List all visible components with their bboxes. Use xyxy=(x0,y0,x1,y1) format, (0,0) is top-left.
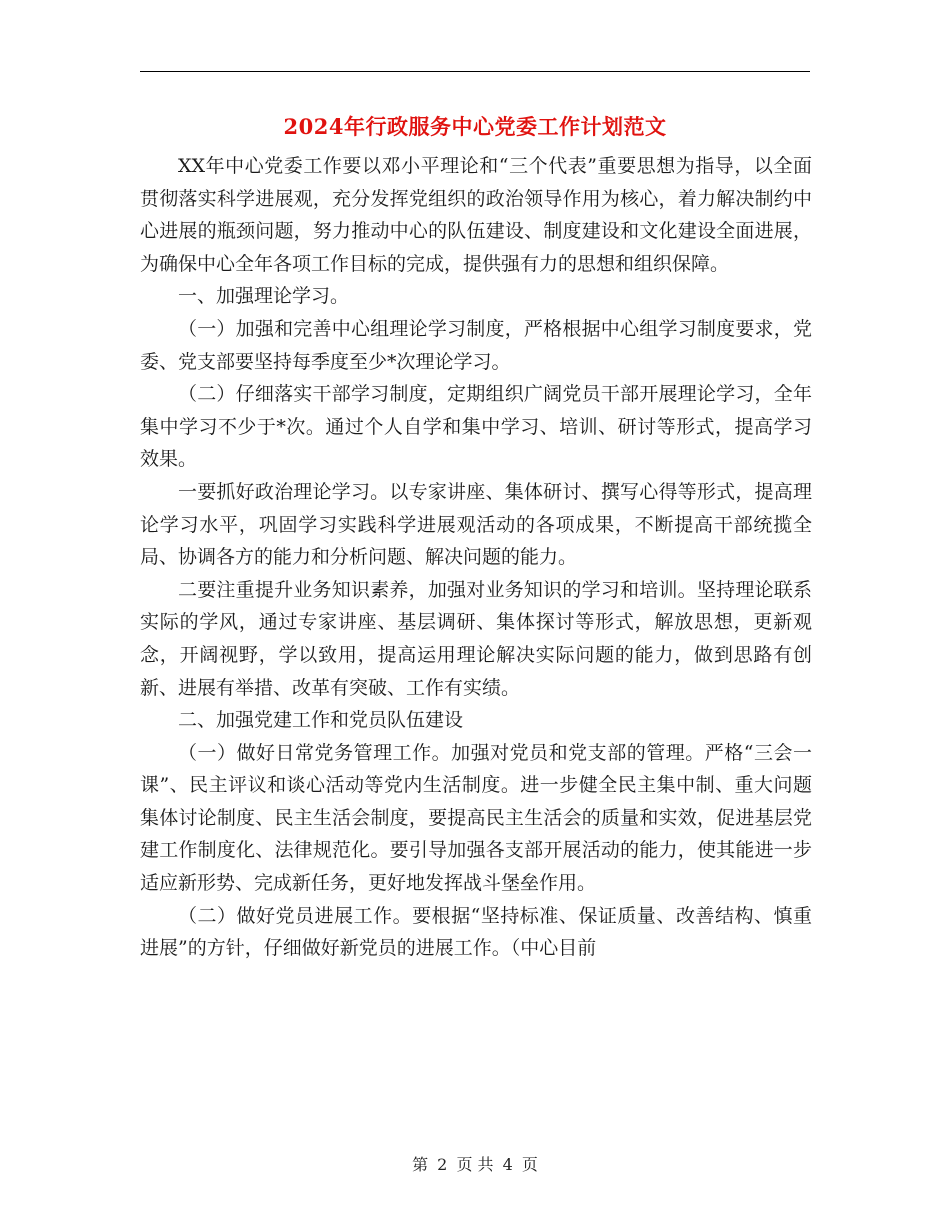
footer-page-number: 2 xyxy=(437,1155,448,1174)
section-heading-2: 二、加强党建工作和党员队伍建设 xyxy=(178,709,464,732)
footer-prefix: 第 xyxy=(412,1155,429,1174)
paragraph-2-2: （二）做好党员进展工作。要根据“坚持标准、保证质量、改善结构、慎重进展”的方针，仔细做好新党员的进展工作。（中心目前 xyxy=(140,904,812,960)
paragraph-1-4: 二要注重提升业务知识素养，加强对业务知识的学习和培训。坚持理论联系实际的学风，通过专家讲座、基层调研、集体探讨等形式，解放思想，更新观念，开阔视野，学以致用，提高运用理论解决实际问题的能力，做到思路有创新、进展有举措、改革有突破、工作有实绩。 xyxy=(140,578,812,699)
paragraph-intro: XX年中心党委工作要以邓小平理论和“三个代表”重要思想为指导，以全面贯彻落实科学进展观，充分发挥党组织的政治领导作用为核心，着力解决制约中心进展的瓶颈问题，努力推动中心的队伍建设、制度建设和文化建设全面进展，为确保中心全年各项工作目标的完成，提供强有力的思想和组织保障。 xyxy=(140,155,812,275)
paragraph-1-2: （二）仔细落实干部学习制度，定期组织广阔党员干部开展理论学习，全年集中学习不少于*次。通过个人自学和集中学习、培训、研讨等形式，提高学习效果。 xyxy=(140,383,812,471)
paragraph-1-1: （一）加强和完善中心组理论学习制度，严格根据中心组学习制度要求，党委、党支部要坚持每季度至少*次理论学习。 xyxy=(140,317,812,373)
document-title: 2024年行政服务中心党委工作计划范文 xyxy=(283,114,667,139)
page-footer xyxy=(0,1153,950,1177)
section-heading-1: 一、加强理论学习。 xyxy=(178,285,350,308)
paragraph-1-3: 一要抓好政治理论学习。以专家讲座、集体研讨、撰写心得等形式，提高理论学习水平，巩固学习实践科学进展观活动的各项成果，不断提高干部统揽全局、协调各方的能力和分析问题、解决问题的能力。 xyxy=(140,480,812,569)
footer-total-pages: 4 xyxy=(502,1155,513,1174)
paragraph-2-1: （一）做好日常党务管理工作。加强对党员和党支部的管理。严格“三会一课”、民主评议和谈心活动等党内生活制度。进一步健全民主集中制、重大问题集体讨论制度、民主生活会制度，要提高民主生活会的质量和实效，促进基层党建工作制度化、法律规范化。要引导加强各支部开展活动的能力，使其能进一步适应新形势、完成新任务，更好地发挥战斗堡垒作用。 xyxy=(140,741,812,895)
footer-middle: 页 共 xyxy=(456,1155,494,1174)
footer-suffix: 页 xyxy=(521,1155,538,1174)
header-rule xyxy=(140,71,810,72)
document-body xyxy=(140,150,812,965)
